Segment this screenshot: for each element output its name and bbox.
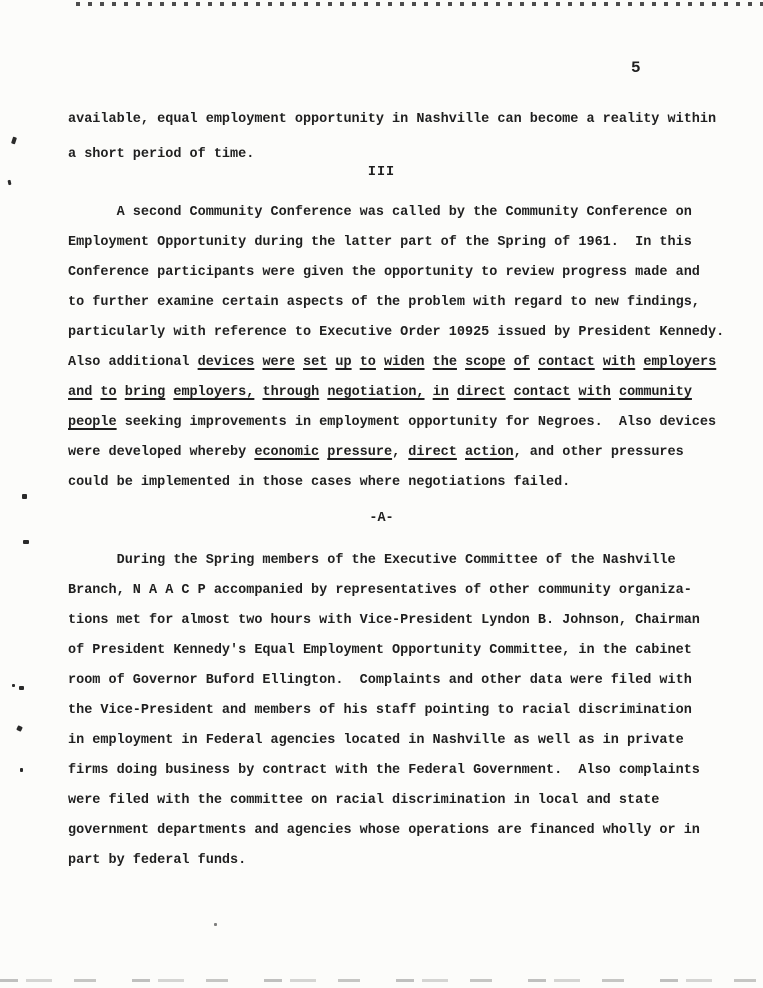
underlined-text: with [602, 355, 636, 370]
page-number: 5 [631, 59, 642, 77]
text-segment: firms doing business by contract with the Federal Government. Also complaints [68, 763, 700, 778]
underlined-text: people [68, 415, 117, 430]
text-line [68, 756, 728, 786]
underlined-text: bring [124, 385, 166, 400]
underlined-text: direct [408, 445, 457, 460]
text-segment: to further examine certain aspects of the problem with regard to new findings, [68, 295, 700, 310]
text-segment: in employment in Federal agencies located in Nashville as well as in private [68, 733, 684, 748]
text-segment: room of Governor Buford Ellington. Complaints and other data were filed with [68, 673, 692, 688]
paragraph-1 [68, 102, 728, 172]
underlined-text: community [619, 385, 692, 400]
underlined-text: to [100, 385, 117, 400]
text-line [68, 666, 728, 696]
underlined-text: and [68, 385, 93, 400]
text-line [68, 228, 728, 258]
text-line [68, 546, 728, 576]
scan-speck [20, 768, 23, 772]
scan-speck [19, 686, 24, 690]
text-line [68, 198, 728, 228]
underlined-text: through [262, 385, 320, 400]
section-divider: -A- [369, 511, 394, 526]
text-line [68, 102, 728, 137]
text-segment: particularly with reference to Executive Order 10925 issued by President Kennedy. [68, 325, 725, 340]
text-line [68, 348, 728, 378]
text-segment: Employment Opportunity during the latter part of the Spring of 1961. In this [68, 235, 692, 250]
text-line [68, 378, 728, 408]
text-segment: could be implemented in those cases where negotiations failed. [68, 475, 571, 490]
underlined-text: action [465, 445, 514, 460]
text-segment: a short period of time. [68, 147, 255, 162]
text-line [68, 258, 728, 288]
underlined-text: in [432, 385, 449, 400]
text-line [68, 606, 728, 636]
text-line [68, 438, 728, 468]
text-line [68, 846, 728, 876]
text-line [68, 288, 728, 318]
underlined-text: were [262, 355, 295, 370]
text-line [68, 576, 728, 606]
scan-speck [11, 137, 17, 145]
text-line [68, 816, 728, 846]
underlined-text: scope [465, 355, 506, 370]
paragraph-2 [68, 198, 728, 498]
text-segment: tions met for almost two hours with Vice-President Lyndon B. Johnson, Chairman [68, 613, 700, 628]
text-segment: seeking improvements in employment opportunity for Negroes. Also devices [116, 415, 717, 430]
scan-speck [12, 684, 15, 687]
text-segment: A second Community Conference was called by the Community Conference on [68, 205, 692, 220]
scan-speck [23, 540, 29, 544]
underlined-text: employers [643, 355, 717, 370]
text-segment: were developed whereby [68, 445, 255, 460]
underlined-text: economic [254, 445, 320, 460]
text-line [68, 636, 728, 666]
underlined-text: up [335, 355, 352, 370]
text-line [68, 696, 728, 726]
text-segment: available, equal employment opportunity in Nashville can become a reality within [68, 112, 717, 127]
underlined-text: direct [456, 385, 506, 400]
scan-artifact-line [0, 979, 763, 982]
scan-speck [16, 725, 23, 732]
underlined-text: contact [538, 355, 595, 370]
underlined-text: to [359, 355, 376, 370]
text-line [68, 318, 728, 348]
underlined-text: of [513, 355, 530, 370]
text-segment: , [392, 445, 409, 460]
section-heading: III [367, 165, 396, 180]
underlined-text: set [302, 355, 328, 370]
text-line [68, 468, 728, 498]
text-segment: , and other pressures [513, 445, 684, 460]
text-segment: Conference participants were given the opportunity to review progress made and [68, 265, 700, 280]
text-segment: part by federal funds. [68, 853, 247, 868]
underlined-text: devices [197, 355, 255, 370]
text-segment: During the Spring members of the Executive Committee of the Nashville [68, 553, 676, 568]
text-line [68, 726, 728, 756]
underlined-text: with [578, 385, 611, 400]
text-segment: Branch, N A A C P accompanied by representatives of other community organiza- [68, 583, 692, 598]
scan-speck [8, 180, 12, 186]
scan-speck [214, 923, 217, 926]
text-segment: of President Kennedy's Equal Employment Opportunity Committee, in the cabinet [68, 643, 692, 658]
text-line [68, 408, 728, 438]
paragraph-3 [68, 546, 728, 876]
scan-speck [22, 494, 27, 499]
text-segment: government departments and agencies whose operations are financed wholly or in [68, 823, 700, 838]
underlined-text: negotiation, [327, 385, 425, 400]
underlined-text: contact [513, 385, 571, 400]
text-line [68, 786, 728, 816]
underlined-text: pressure [327, 445, 393, 460]
underlined-text: employers, [173, 385, 255, 400]
text-segment: the Vice-President and members of his staff pointing to racial discrimination [68, 703, 692, 718]
text-segment: were filed with the committee on racial discrimination in local and state [68, 793, 660, 808]
underlined-text: widen [384, 355, 425, 370]
underlined-text: the [432, 355, 457, 370]
text-segment: Also additional [68, 355, 198, 370]
perforation-dots [76, 2, 763, 6]
